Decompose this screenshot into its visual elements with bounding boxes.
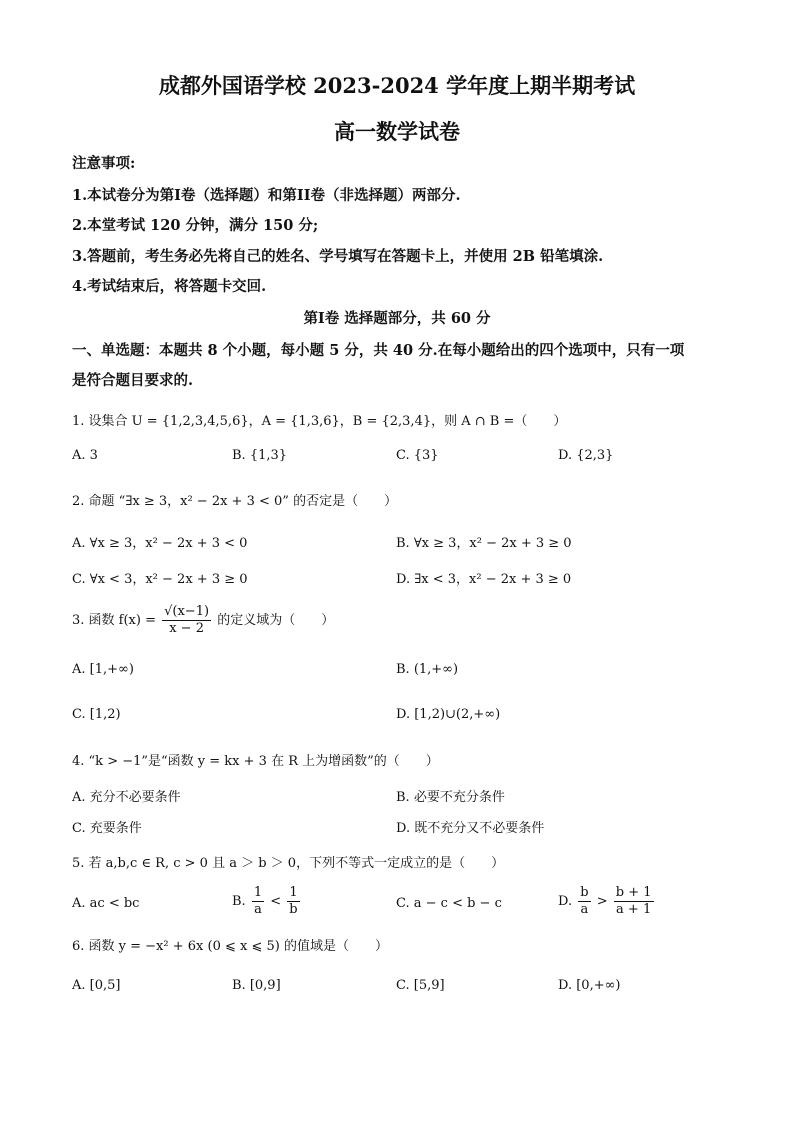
q1-option-b[interactable]: B. {1,3} <box>232 448 288 463</box>
notes-heading: 注意事项: <box>72 155 136 172</box>
q3-frac-numerator: √(x−1) <box>164 604 210 619</box>
q3-stem <box>72 604 334 637</box>
q6-option-c[interactable]: C. [5,9] <box>396 978 445 993</box>
q5-b-fraction-1 <box>252 885 264 918</box>
q5-b-frac2-num: 1 <box>289 885 298 900</box>
note-item-3: 3.答题前，考生务必先将自己的姓名、学号填写在答题卡上，并使用 2B 铅笔填涂. <box>72 248 604 265</box>
q5-b-frac1-num: 1 <box>253 885 263 900</box>
q3-frac-denominator: x − 2 <box>169 621 204 636</box>
q6-option-d[interactable]: D. [0,+∞) <box>558 978 621 993</box>
q1-stem: 1. 设集合 U = {1,2,3,4,5,6}，A = {1,3,6}，B = {2,3,4}，则 A ∩ B =（ ） <box>72 414 567 429</box>
q4-option-a[interactable]: A. 充分不必要条件 <box>72 790 181 805</box>
q6-option-a[interactable]: A. [0,5] <box>72 978 121 993</box>
q5-b-fraction-2 <box>287 885 299 918</box>
q3-option-d[interactable]: D. [1,2)∪(2,+∞) <box>396 707 501 722</box>
q3-stem-suffix: 的定义域为（ ） <box>217 613 335 628</box>
q2-option-a[interactable]: A. ∀x ≥ 3，x² − 2x + 3 < 0 <box>72 536 248 551</box>
q3-option-c[interactable]: C. [1,2) <box>72 707 121 722</box>
q3-option-a[interactable]: A. [1,+∞) <box>72 662 134 677</box>
q6-option-b[interactable]: B. [0,9] <box>232 978 281 993</box>
q5-option-c[interactable]: C. a − c < b − c <box>396 896 502 911</box>
q5-d-fraction-1 <box>578 885 590 918</box>
exam-title: 成都外国语学校 2023-2024 学年度上期半期考试 <box>158 73 636 98</box>
q5-b-operator: < <box>270 894 282 909</box>
q5-d-frac1-den: a <box>580 902 589 917</box>
q1-option-d[interactable]: D. {2,3} <box>558 448 614 463</box>
q5-d-operator: > <box>596 894 608 909</box>
q2-option-c[interactable]: C. ∀x < 3，x² − 2x + 3 ≥ 0 <box>72 572 248 587</box>
q3-stem-prefix: 3. 函数 f(x) = <box>72 613 156 628</box>
q4-stem: 4. “k > −1”是“函数 y = kx + 3 在 R 上为增函数”的（ ） <box>72 754 439 769</box>
q5-option-d-label: D. <box>558 894 573 909</box>
q4-option-c[interactable]: C. 充要条件 <box>72 821 142 836</box>
exam-subtitle: 高一数学试卷 <box>334 119 460 144</box>
q5-d-frac2-num: b + 1 <box>615 885 652 900</box>
note-item-1: 1.本试卷分为第I卷（选择题）和第II卷（非选择题）两部分. <box>72 187 461 204</box>
q5-d-fraction-2 <box>614 885 654 918</box>
q3-option-b[interactable]: B. (1,+∞) <box>396 662 459 677</box>
q6-stem: 6. 函数 y = −x² + 6x (0 ⩽ x ⩽ 5) 的值域是（ ） <box>72 939 388 954</box>
note-item-4: 4.考试结束后，将答题卡交回. <box>72 278 267 295</box>
section-instruction-line1: 一、单选题：本题共 8 个小题，每小题 5 分，共 40 分.在每小题给出的四个选项中，只有一项 <box>72 342 685 359</box>
note-item-2: 2.本堂考试 120 分钟，满分 150 分; <box>72 217 319 234</box>
q2-option-d[interactable]: D. ∃x < 3，x² − 2x + 3 ≥ 0 <box>396 572 572 587</box>
q5-option-b-label: B. <box>232 894 246 909</box>
q1-option-a[interactable]: A. 3 <box>72 448 98 463</box>
q2-option-b[interactable]: B. ∀x ≥ 3，x² − 2x + 3 ≥ 0 <box>396 536 572 551</box>
q5-b-frac1-den: a <box>254 902 262 917</box>
q1-option-c[interactable]: C. {3} <box>396 448 439 463</box>
q5-b-frac2-den: b <box>289 902 298 917</box>
q5-d-frac2-den: a + 1 <box>616 902 652 917</box>
q4-option-d[interactable]: D. 既不充分又不必要条件 <box>396 821 545 836</box>
q5-option-a[interactable]: A. ac < bc <box>72 896 140 911</box>
q3-fraction <box>162 604 211 637</box>
section-instruction-line2: 是符合题目要求的. <box>72 372 194 389</box>
q5-stem: 5. 若 a,b,c ∈ R, c > 0 且 a ＞ b ＞ 0，下列不等式一定成立的是（ ） <box>72 856 505 871</box>
q5-option-d[interactable] <box>558 885 656 918</box>
q5-d-frac1-num: b <box>580 885 589 900</box>
q4-option-b[interactable]: B. 必要不充分条件 <box>396 790 505 805</box>
q2-stem: 2. 命题 “∃x ≥ 3，x² − 2x + 3 < 0” 的否定是（ ） <box>72 494 398 509</box>
q5-option-b[interactable] <box>232 885 302 918</box>
part1-heading: 第I卷 选择题部分，共 60 分 <box>303 310 491 327</box>
